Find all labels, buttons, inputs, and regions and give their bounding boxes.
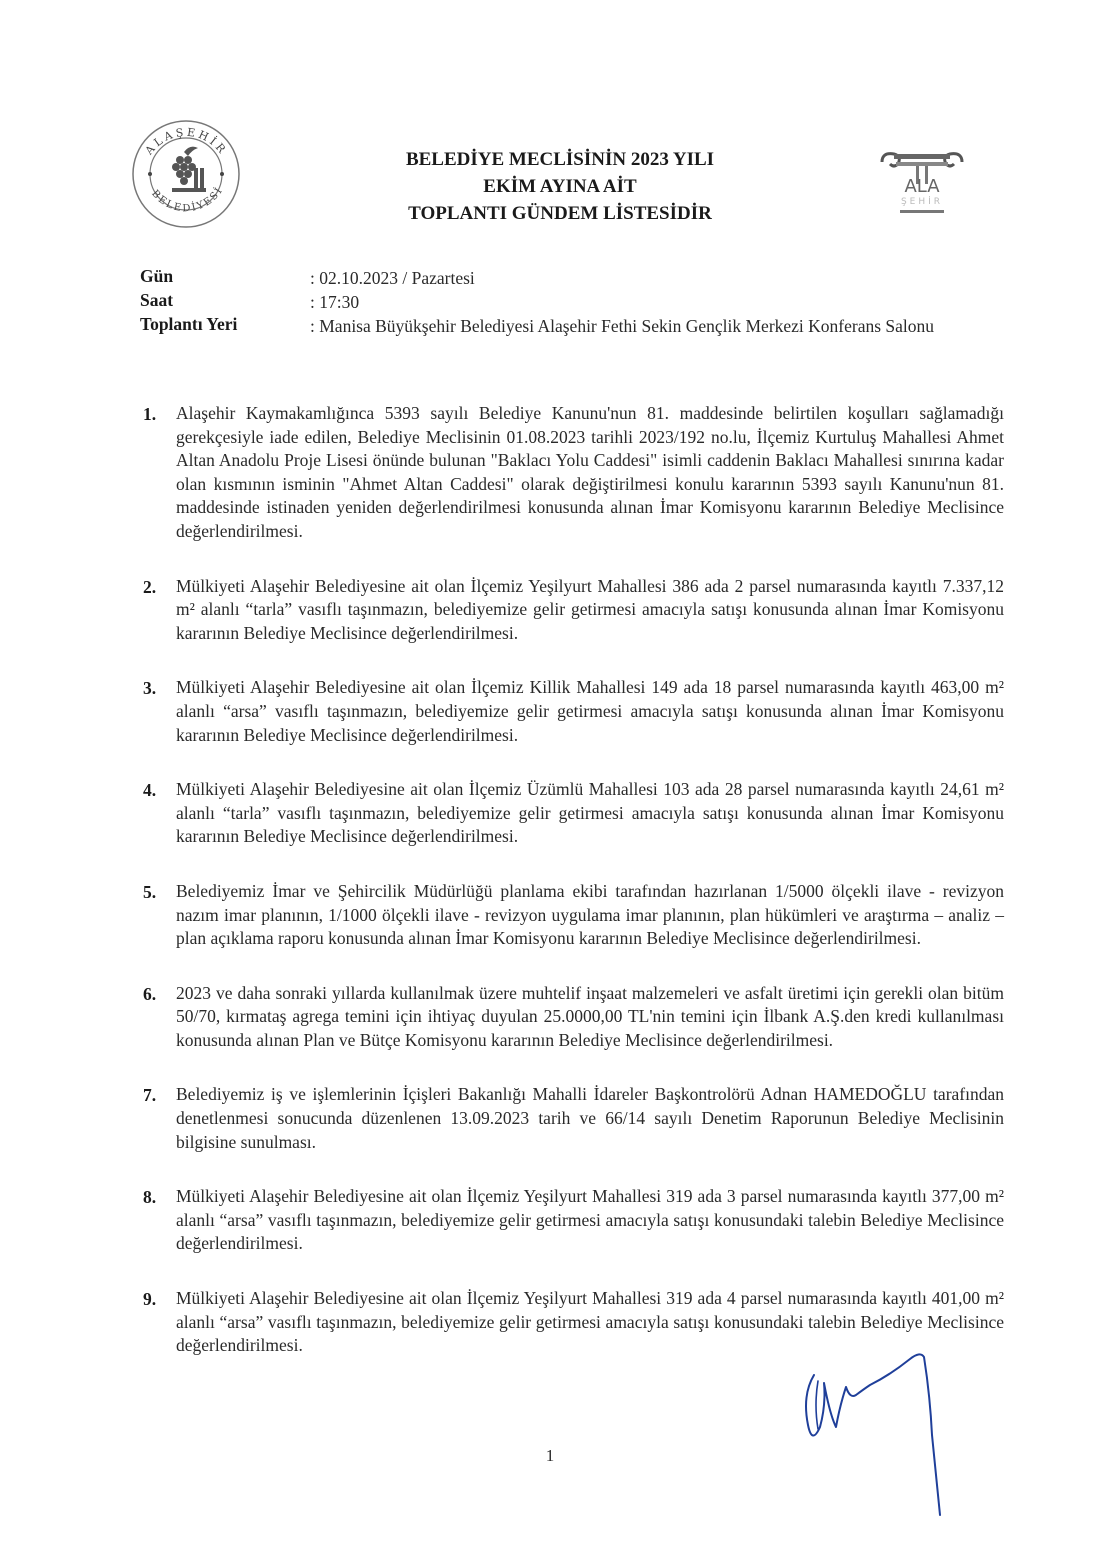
agenda-item-text: Mülkiyeti Alaşehir Belediyesine ait olan İlçemiz Killik Mahallesi 149 ada 18 parsel numarasında kayıtlı 463,00 m² alanlı “arsa” vasıflı taşınmazın, belediyemize gelir getirmesi amacıyla satışı konusunda alınan İmar Komisyonu kararının Belediye Meclisince değerlendirilmesi. (176, 677, 1004, 745)
page-number: 1 (545, 1446, 555, 1465)
agenda-item-text: Belediyemiz iş ve işlemlerinin İçişleri Bakanlığı Mahalli İdareler Başkontrolörü Adnan HAMEDOĞLU tarafından denetlenmesi sonucunda düzenlenen 13.09.2023 tarih ve 66/14 sayılı Denetim Raporunun Belediye Meclisinin bilgisine sunulması. (176, 1084, 1004, 1152)
agenda-item-number: 2. (143, 576, 157, 597)
logo-subtext: ŞEHİR (900, 197, 944, 207)
handwritten-signature-icon (790, 1335, 960, 1525)
agenda-item-number: 3. (143, 678, 157, 699)
agenda-item-text: 2023 ve daha sonraki yıllarda kullanılmak üzere muhtelif inşaat malzemeleri ve asfalt üretimi için gerekli olan bitüm 50/70, kırmataş agrega temini için ihtiyaç duyulan 25.0000,00 TL'nin temini için İlbank A.Ş.den kredi kullanılması konusunda alınan Plan ve Bütçe Komisyonu kararının Belediye Meclisince değerlendirilmesi. (176, 982, 1004, 1050)
agenda-item-number: 1. (143, 404, 157, 424)
agenda-item (140, 778, 1010, 849)
title-line-1: BELEDİYE MECLİSİNİN 2023 YILI (405, 149, 715, 170)
agenda-item-number: 8. (143, 1187, 157, 1208)
agenda-list (140, 402, 1010, 1389)
agenda-item-text: Mülkiyeti Alaşehir Belediyesine ait olan İlçemiz Yeşilyurt Mahallesi 319 ada 3 parsel numarasında kayıtlı 377,00 m² alanlı “arsa” vasıflı taşınmazın, belediyemize gelir getirmesi amacıyla satışı konusundaki talebin Belediye Meclisince değerlendirilmesi. (176, 1186, 1004, 1254)
agenda-item-number: 7. (143, 1085, 157, 1106)
agenda-item-number: 5. (143, 881, 157, 902)
agenda-item-number: 4. (143, 780, 157, 801)
agenda-item (140, 880, 1010, 951)
document-title (300, 146, 820, 227)
agenda-item (140, 575, 1010, 646)
ala-sehir-logo-icon (876, 148, 968, 218)
agenda-item (140, 982, 1010, 1053)
meeting-place-row (140, 314, 1020, 364)
agenda-item-number: 6. (143, 983, 157, 1004)
municipality-seal-icon (130, 118, 242, 230)
logo-text: ALA (904, 176, 940, 197)
meeting-time-row (140, 290, 1020, 314)
agenda-item-text: Mülkiyeti Alaşehir Belediyesine ait olan İlçemiz Yeşilyurt Mahallesi 319 ada 4 parsel numarasında kayıtlı 401,00 m² alanlı “arsa” vasıflı taşınmazın, belediyemize gelir getirmesi amacıyla satışı konusundaki talebin Belediye Meclisince değerlendirilmesi. (176, 1288, 1004, 1356)
agenda-item-text: Mülkiyeti Alaşehir Belediyesine ait olan İlçemiz Üzümlü Mahallesi 103 ada 28 parsel numarasında kayıtlı 24,61 m² alanlı “tarla” vasıflı taşınmazın, belediyemize gelir getirmesi amacıyla satışı konusunda alınan İmar Komisyonu kararının Belediye Meclisince değerlendirilmesi. (176, 779, 1004, 847)
meeting-place-value: : Manisa Büyükşehir Belediyesi Alaşehir Fethi Sekin Gençlik Merkezi Konferans Salonu (310, 316, 935, 336)
meeting-time-label: Saat (140, 290, 174, 310)
agenda-item (140, 402, 1010, 544)
title-line-2: EKİM AYINA AİT (483, 176, 637, 197)
agenda-item-text: Belediyemiz İmar ve Şehircilik Müdürlüğü planlama ekibi tarafından hazırlanan 1/5000 ölçekli ilave - revizyon nazım imar planının, 1/1000 ölçekli ilave - revizyon uygulama imar planının, plan hükümleri ve araştırma – analiz – plan açıklama raporu konusunda alınan İmar Komisyonu kararının Belediye Meclisince değerlendirilmesi. (176, 880, 1004, 949)
agenda-item (140, 676, 1010, 747)
meeting-day-label: Gün (140, 266, 174, 286)
agenda-item-text: Alaşehir Kaymakamlığınca 5393 sayılı Belediye Kanunu'nun 81. maddesinde belirtilen koşulları sağlamadığı gerekçesiyle iade edilen, Belediye Meclisinin 01.08.2023 tarihli 2023/192 no.lu, İlçemiz Kurtuluş Mahallesi Ahmet Altan Anadolu Proje Lisesi önünde bulunan "Baklacı Yolu Caddesi" isimli caddenin Baklacı Mahallesi sınırına kadar olan kısmının isminin "Ahmet Altan Caddesi" olarak değiştirilmesi konulu kararının 5393 sayılı Kanunu'nun 81. maddesinde istinaden yeniden değerlendirilmesi konusunda alınan İmar Komisyonu kararının Belediye Meclisince değerlendirilmesi. (176, 403, 1004, 541)
meeting-time-value: : 17:30 (310, 292, 360, 312)
seal-text-top: ALAŞEHİR (142, 125, 230, 158)
agenda-item-text: Mülkiyeti Alaşehir Belediyesine ait olan İlçemiz Yeşilyurt Mahallesi 386 ada 2 parsel numarasında kayıtlı 7.337,12 m² alanlı “tarla” vasıflı taşınmazın, belediyemize gelir getirmesi amacıyla satışı konusunda alınan İmar Komisyonu kararının Belediye Meclisince değerlendirilmesi. (176, 575, 1004, 643)
meeting-day-value: : 02.10.2023 / Pazartesi (310, 268, 475, 288)
title-line-3: TOPLANTI GÜNDEM LİSTESİDİR (408, 203, 712, 224)
seal-text-bottom: BELEDİYESİ (149, 184, 226, 215)
meeting-day-row (140, 266, 1020, 290)
agenda-item (140, 1083, 1010, 1154)
meeting-info (140, 266, 1020, 364)
agenda-item-number: 9. (143, 1289, 157, 1310)
agenda-item (140, 1185, 1010, 1256)
meeting-place-label: Toplantı Yeri (140, 314, 238, 334)
